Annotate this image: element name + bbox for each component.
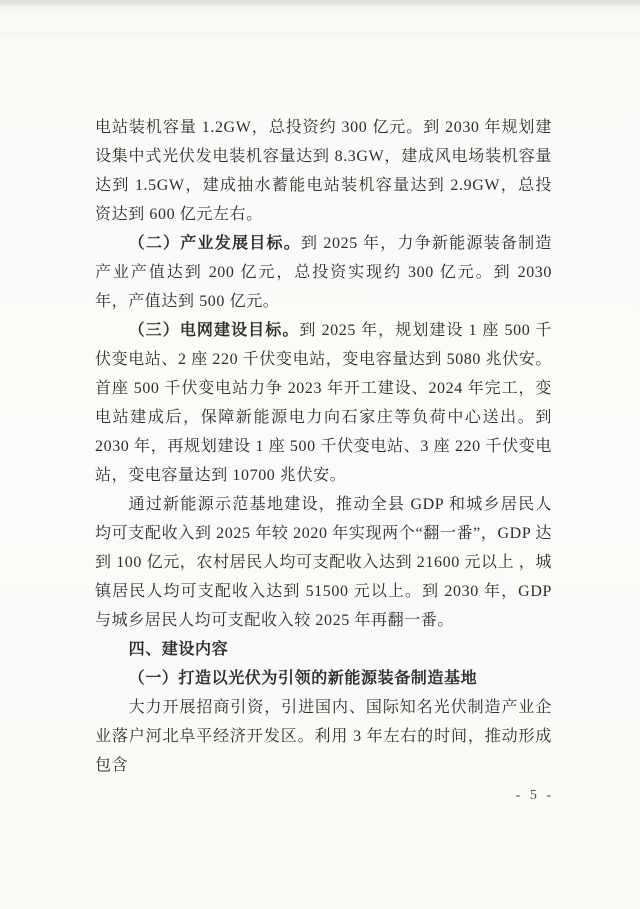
page-number: - 5 - [515, 788, 554, 803]
paragraph-industry-development-goal [95, 229, 552, 316]
sub-heading-pv-manufacturing-base: （一）打造以光伏为引领的新能源装备制造基地 [128, 670, 478, 687]
paragraph-investment-attraction: 大力开展招商引资，引进国内、国际知名光伏制造产业企业落户河北阜平经济开发区。利用 3 年左右的时间，推动形成包含 [95, 699, 552, 774]
paragraph-bold-lead: （三）电网建设目标。 [128, 322, 300, 339]
paragraph-bold-lead: （二）产业发展目标。 [128, 235, 301, 252]
document-body [95, 113, 552, 780]
paragraph-gdp-income-goal: 通过新能源示范基地建设，推动全县 GDP 和城乡居民人均可支配收入到 2025 年较 2020 年实现两个“翻一番”，GDP 达到 100 亿元，农村居民人均可支配收入达到 21600 元以上 ，城镇居民人均可支配收入达到 51500 元以上。到 2030 年，GDP 与城乡居民人均可支配收入较 2025 年再翻一番。 [95, 496, 553, 629]
paragraph-grid-construction-goal [95, 316, 552, 490]
section-heading-construction-content: 四、建设内容 [128, 641, 229, 658]
paragraph-text: 到 2025 年，力争新能源装备制造产业产值达到 200 亿元，总投资实现约 300 亿元。到 2030 年，产值达到 500 亿元。 [95, 235, 552, 310]
paragraph-text: 到 2025 年，规划建设 1 座 500 千伏变电站、2 座 220 千伏变电站，变电容量达到 5080 兆伏安。首座 500 千伏变电站力争 2023 年开工建设、2024 年完工，变电站建成后，保障新能源电力向石家庄等负荷中心送出。到 2030 年，再规划建设 1 座 500 千伏变电站、3 座 220 千伏变电站，变电容量达到 10700 兆伏安。 [95, 322, 553, 484]
paragraph-installed-capacity-continuation: 电站装机容量 1.2GW，总投资约 300 亿元。到 2030 年规划建设集中式光伏发电装机容量达到 8.3GW，建成风电场装机容量达到 1.5GW，建成抽水蓄能电站装机容量达到 2.9GW，总投资达到 600 亿元左右。 [95, 119, 552, 223]
